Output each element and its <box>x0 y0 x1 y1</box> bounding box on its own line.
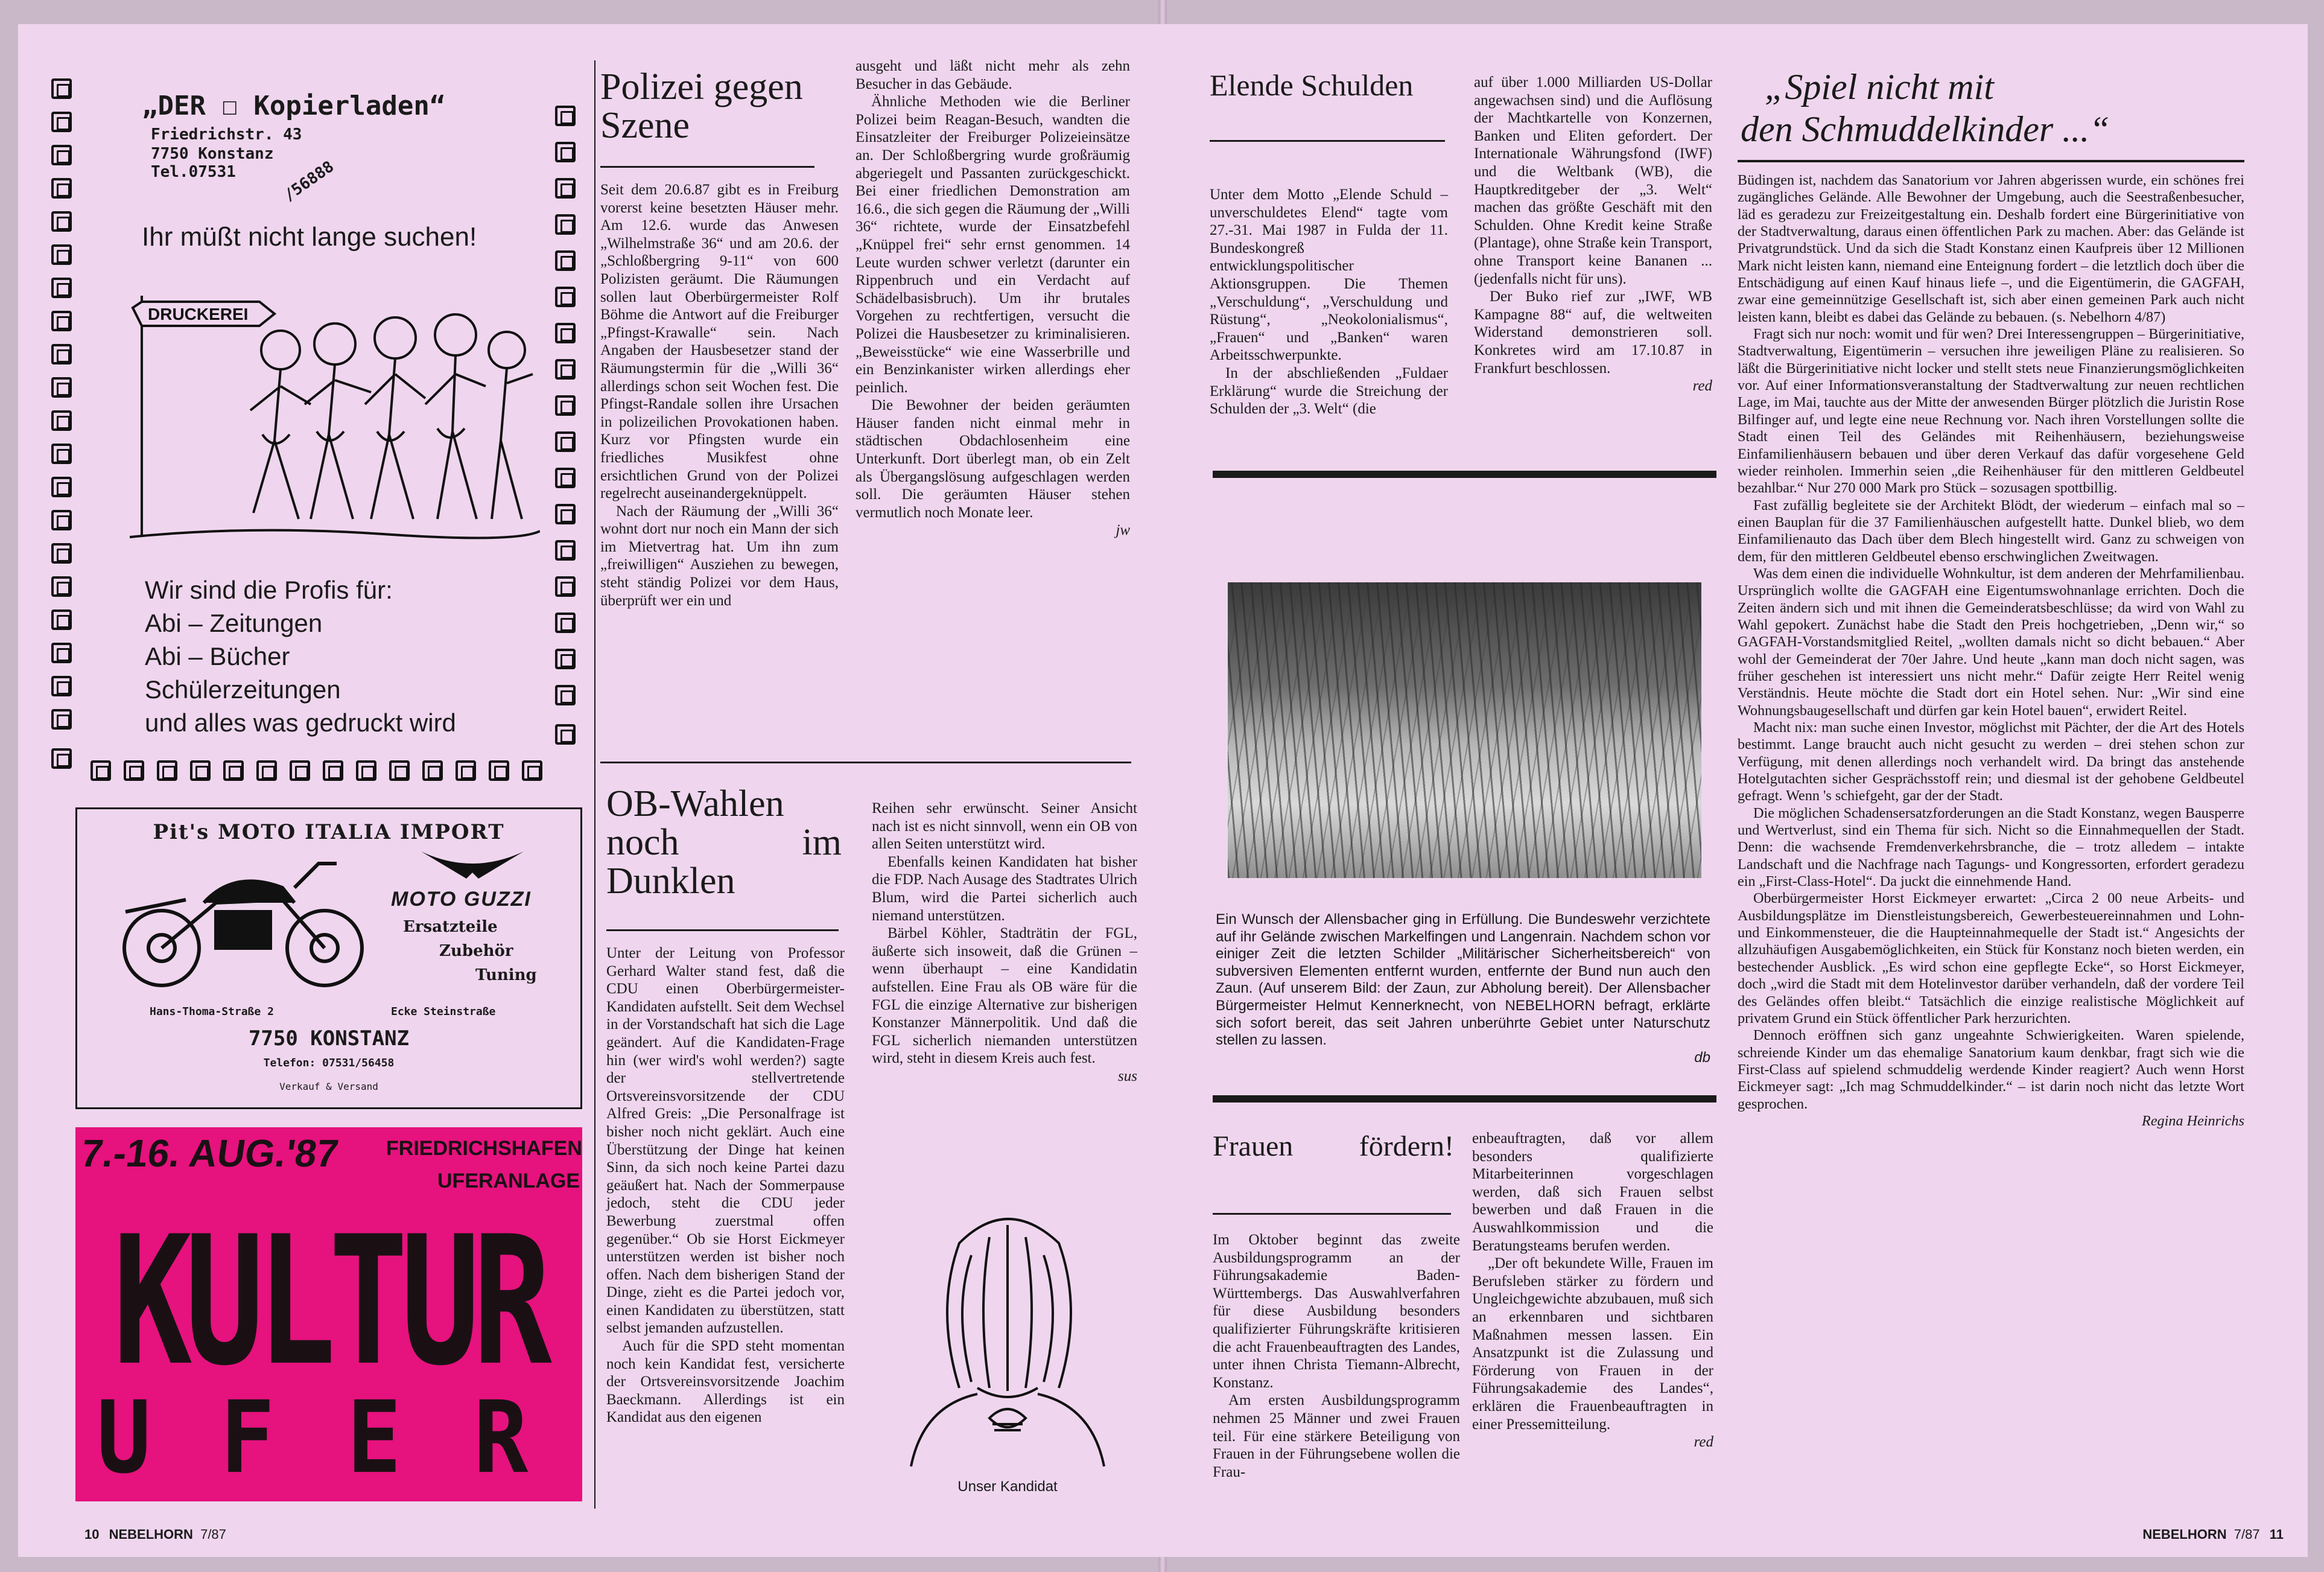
moto-phone: Telefon: 07531/56458 <box>263 1057 395 1069</box>
paragraph: auf über 1.000 Milliarden US-Dollar angewachsen sind) und die Auflösung der Machtkartelle von Konzernen, Banken und Eliten gefordert. Der Internationale Währungsfond (IWF) und die Weltbank (WB), die Hauptkreditgeber der „3. Welt“ machen das größte Geschäft mit den Schulden. Ohne Kredit keine Straße (Plantage), ohne Straße kein Transport, ohne Transport keine Bananen ... (jedenfalls nicht für uns). <box>1474 74 1712 287</box>
ufer-letter: R <box>474 1380 529 1496</box>
paragraph: In der abschließenden „Fuldaer Erklärung“ wurde die Streichung der Schulden der „3. Welt“ (die <box>1210 364 1448 418</box>
magazine-name: NEBELHORN <box>109 1527 193 1542</box>
kultur-word: KULTUR <box>113 1198 545 1405</box>
profis-line: Schülerzeitungen <box>145 675 341 704</box>
article-ob-col1 <box>606 944 845 1427</box>
profis-line: Wir sind die Profis für: <box>145 576 393 604</box>
kopierladen-city: 7750 Konstanz <box>151 145 274 163</box>
candidate-caption: Unser Kandidat <box>957 1478 1058 1495</box>
moto-service: Ersatzteile <box>403 918 498 936</box>
paragraph: Seit dem 20.6.87 gibt es in Freiburg vorerst keine besetzten Häuser mehr. Am 12.6. wurde das Anwesen „Wilhelmstraße 36“ und am 20.6. der „Schloßbergring 9-11“ von 600 Polizisten geräumt. Die Räumungen sollen laut Oberbürgermeister Rolf Böhme die Antwort auf die Freiburger „Pfingst-Krawalle“ sein. Nach Angaben der Hausbesetzer stand der Räumungstermin für die „Willi 36“ allerdings schon seit Wochen fest. Die Pfingst-Randale sollen ihre Ursachen in polizeilichen Provokationen haben. Kurz vor Pfingsten wurde ein friedliches Musikfest ohne ersichtlichen Grund von der Polizei regelrecht auseinandergeknüppelt. <box>600 182 839 502</box>
magazine-name: NEBELHORN <box>2142 1527 2227 1542</box>
caption-text: Ein Wunsch der Allensbacher ging in Erfüllung. Die Bundeswehr verzichtete auf ihr Gelände zwischen Markelfingen und Langenrain. Nachdem schon vor einiger Zeit die letzten Schilder „Militärischer Sicherheitsbereich“ von subversiven Elementen entfernt wurden, entfernte der Bund nun auch den Zaun. (Auf unserem Bild: der Zaun, zur Abholung bereit). Der Allensbacher Bürgermeister Helmut Kennerknecht, von NEBELHORN befragt, erklärte sich sofort bereit, das seit Jahren unberührte Gebiet unter Naturschutz stellen zu lassen. <box>1216 911 1710 1049</box>
author-sig: red <box>1694 1434 1713 1451</box>
page-number: 11 <box>2269 1527 2284 1542</box>
kopierladen-name: „DER ☐ Kopierladen“ <box>142 91 446 121</box>
left-page <box>18 24 1164 1557</box>
moto-service: Zubehör <box>439 942 513 960</box>
column-rule <box>594 60 595 1509</box>
author-sig: red <box>1692 378 1712 395</box>
moto-guzzi-eagle-icon <box>421 845 524 882</box>
paragraph: Der Buko rief zur „IWF, WB Kampagne 88“ auf, die weltweiten Widerstand demonstrieren soll. Konkretes wird am 17.10.87 in Frankfurt beschlossen. <box>1474 288 1712 377</box>
paragraph: Was dem einen die individuelle Wohnkultur, ist dem anderen der Mehrfamilienbau. Ursprünglich wollte die GAGFAH eine Eigentumswohnanlage errichten. Doch die Zeiten ändern sich und mit ihnen die Gemeinderatsbeschlüsse; da wird von Wahl zu Wahl gepokert. Zunächst habe die Stadt den Preis hochgetrieben, „Denn wir,“ so GAGFAH-Vorstandsmitglied Reitel, „wollten damals nicht so dicht bebauen.“ Aber wohl der Gemeinderat der 70er Jahre. Und heute „kann man doch nicht sagen, was früher geschehen ist interessiert uns nicht mehr.“ Dafür zeigte Herr Reitel wenig Verständnis. Heute möchte die Stadt dort ein Hotel sehen. Nur: „Wir sind eine Wohnungsbaugesellschaft und dürfen gar kein Hotel bauen“, erwidert Reitel. <box>1738 565 2244 719</box>
profis-line: Abi – Zeitungen <box>145 609 323 637</box>
paragraph: Auch für die SPD steht momentan noch kein Kandidat fest, versicherte der Ortsvereinsvorsitzende Joachim Baeckmann. Allerdings ist ein Kandidat aus den eigenen <box>606 1338 845 1426</box>
ad-kopierladen <box>51 60 582 784</box>
kopierladen-tel: Tel.07531 <box>151 163 236 181</box>
author-name: Regina Heinrichs <box>2142 1112 2244 1129</box>
moto-brand: MOTO GUZZI <box>391 888 532 911</box>
kopierladen-slogan: Ihr müßt nicht lange suchen! <box>142 222 477 252</box>
moto-address-right: Ecke Steinstraße <box>391 1005 496 1018</box>
paragraph: Am ersten Ausbildungsprogramm nehmen 25 Männer und zwei Frauen teil. Für eine stärkere Beteiligung von Frauen in der Führungsebene wollen die Frau- <box>1213 1392 1460 1480</box>
section-bar <box>1213 471 1716 478</box>
moto-address-left: Hans-Thoma-Straße 2 <box>150 1005 274 1018</box>
headline-spiel-1: „Spiel nicht mit <box>1765 67 1994 107</box>
headline-rule <box>600 166 814 168</box>
paragraph: „Der oft bekundete Wille, Frauen im Berufsleben stärker zu fördern und Ungleichgewichte abzubauen, muß sich an erkennbaren und sichtbaren Maßnahmen messen lassen. Ein Ansatzpunkt ist die Zulassung und Förderung von Frauen in der Führungsakademie des Landes“, erklären die Frauenbeauftragten in einer Pressemitteilung. <box>1472 1255 1713 1433</box>
ad-kulturufer <box>75 1127 582 1501</box>
paragraph: Oberbürgermeister Horst Eickmeyer erwartet: „Circa 2 00 neue Arbeits- und Ausbildungsplätze im Dienstleistungsbereich, Gewerbesteuereinnahmen und Lohn- und Einkommensteuer, die die Haupteinnahmequelle der Stadt ist.“ Angesichts der allzuhäufigen Ausgabemöglichkeiten, ein Stück für Konstanz noch bieten werden, ein bestechender Ausblick. „Es wird schon eine gepflegte Ecke“, so Horst Eickmeyer, doch „wird die Stadt mit dem Hotelinvestor darüber verhandeln, daß der vordere Teil des Geländes offen bleibt.“ Tatsächlich die einzige realistische Möglichkeit auf privatem Grund ein Stück öffentlicher Park herzurichten. <box>1738 890 2244 1026</box>
headline-rule <box>1210 140 1445 142</box>
motorcycle-drawing <box>113 845 373 996</box>
article-ob-col2 <box>872 800 1137 1086</box>
kultur-dates: 7.-16. AUG.'87 <box>78 1131 341 1175</box>
paragraph: Bärbel Köhler, Stadträtin der FGL, äußerte sich insoweit, daß die Grünen – wenn überhaupt – eine Kandidatin aufstellen. Eine Frau als OB wäre für die FGL die einzige Alternative zur bisherigen Konstanzer Männerpolitik. Und daß die FGL sicherlich niemanden unterstützen wird, steht in diesem Kreis auch fest. <box>872 925 1137 1067</box>
headline-rule <box>606 929 839 931</box>
ufer-letter: F <box>220 1380 275 1496</box>
paragraph: Unter der Leitung von Professor Gerhard Walter stand fest, daß die CDU einen Oberbürgermeister-Kandidaten aufstellt. Seit dem Wechsel in der Vorstandschaft hat sich die Lage geändert. Auf die Kandidaten-Frage hin (wer wird's wohl werden?) sagte der stellvertretende Ortsvereinsvorsitzende der CDU Alfred Greis: „Die Personalfrage ist bisher noch nicht geklärt. Auch eine Überstützung der Dinge hat keinen Sinn, da sich noch keine Partei dazu geäußert hat. Nach der Sommerpause jedoch, steht die CDU jeder Bewerbung zuerstmal offen gegenüber.“ Ob sie Horst Eickmeyer unterstützen werden ist bisher noch offen. Nach dem bisherigen Stand der Dinge, zieht es die Partei jedoch vor, einen Kandidaten zu überstützen, statt selbst jemanden aufzustellen. <box>606 945 845 1337</box>
paragraph: Nach der Räumung der „Willi 36“ wohnt dort nur noch ein Mann der sich im Mietvertrag hat. Um ihn zum „freiwilligen“ Ausziehen zu bewegen, steht ständig Polizei vor dem Haus, überprüft wer ein und <box>600 503 839 609</box>
profis-line: Abi – Bücher <box>145 642 290 670</box>
issue-number: 7/87 <box>2234 1527 2260 1542</box>
headline-rule <box>1738 160 2244 162</box>
paragraph: Macht nix: man suche einen Investor, möglichst mit Pächter, der die Art des Hotels bestimmt. Lange braucht auch nicht gesucht zu werden – drei stehen schon zur Verfügung, mit denen allerdings noch verhandelt wird. Da bringt das anstehende Hotelgutachten sicher Gesprächsstoff rein; und diesmal ist der gehobene Geldbeutel gefragt. Wenn 's schiefgeht, gar der der Stadt. <box>1738 719 2244 804</box>
article-schulden-col1 <box>1210 186 1448 418</box>
paragraph: Ähnliche Methoden wie die Berliner Polizei beim Reagan-Besuch, wandten die Einsatzleiter der Freiburger Polizeieinsätze an. Der Schloßbergring wurde großräumig abgeriegelt und Passanten zurückgeschickt. Bei einer friedlichen Demonstration am 16.6., die sich gegen die Räumung der „Willi 36“ richtete, wurde der Einsatzbefehl „Knüppel frei“ sehr ernst genommen. 14 Leute wurden schwer verletzt (darunter ein Rippenbruch und ein Verdacht auf Schädelbasisbruch). Um ihr brutales Vorgehen zu rechtfertigen, versucht die Polizei die Hausbesetzer zu kriminalisieren. „Beweisstücke“ wie eine Wasserbrille und ein Benzinkanister wirken allerdings eher peinlich. <box>856 94 1130 396</box>
headline-frauen: Frauen fördern! <box>1213 1130 1454 1162</box>
kultur-place: FRIEDRICHSHAFEN <box>386 1137 582 1160</box>
article-spiel-body <box>1738 172 2244 1130</box>
forest-photo <box>1228 582 1701 878</box>
paragraph: Unter dem Motto „Elende Schuld – unverschuldetes Elend“ tagte vom 27.-31. Mai 1987 in Fulda der 11. Bundeskongreß entwicklungspolitischer Aktionsgruppen. Die Themen „Verschuldung“, „Verschuldung und Rüstung“, „Neokolonialismus“, „Frauen“ und „Banken“ waren Arbeitsschwerpunkte. <box>1210 186 1448 364</box>
photo-caption <box>1216 911 1710 1066</box>
ad-moto-italia <box>75 807 582 1109</box>
moto-title: Pit's MOTO ITALIA IMPORT <box>153 820 505 844</box>
headline-ob: OB-Wahlen noch im Dunklen <box>606 783 842 902</box>
article-frauen-col2 <box>1472 1130 1713 1451</box>
moto-city: 7750 KONSTANZ <box>248 1026 410 1051</box>
candidate-drawing <box>887 1189 1128 1472</box>
paragraph: Dennoch eröffnen sich ganz ungeahnte Schwierigkeiten. Waren spielende, schreiende Kinder um das ehemalige Sanatorium kaum denkbar, fragt sich wie die First-Class auf spielend schmuddelig werdende Kinder reagiert? Auch wenn Horst Eickmeyer sagt: „Ich mag Schmuddelkinder.“ – ist darin noch nicht das letzte Wort gesprochen. <box>1738 1027 2244 1112</box>
kids-cartoon-drawing <box>130 284 540 543</box>
issue-number: 7/87 <box>200 1527 226 1542</box>
page-footer-left <box>84 1527 226 1542</box>
paragraph: Die möglichen Schadensersatzforderungen an die Stadt Konstanz, wegen Bausperre und Wertverlust, sind ein Thema für sich. Nicht so die Einnahmequellen der Stadt. Denn: die wachsende Fremdenverkehrsbranche, die – trotz alledem – intakte Landschaft und die Nachfrage nach Tagungs- und Kongressorten, erfordert geradezu ein „First-Class-Hotel“. Da juckt die einnehmende Hand. <box>1738 804 2244 890</box>
druckerei-sign: DRUCKEREI <box>148 305 249 323</box>
page-number: 10 <box>84 1527 100 1542</box>
kopierladen-tel-ext: /56888 <box>281 158 338 205</box>
paragraph: Ebenfalls keinen Kandidaten hat bisher die FDP. Nach Ausage des Stadtrates Ulrich Blum, wird die Partei sicherlich auch niemand unterstützen. <box>872 853 1137 924</box>
article-polizei-col2 <box>856 57 1130 539</box>
paragraph: Reihen sehr erwünscht. Seiner Ansicht nach ist es nicht sinnvoll, wenn ein OB von allen Seiten unterstützt wird. <box>872 800 1137 853</box>
author-sig: sus <box>1118 1068 1137 1084</box>
paragraph: Die Bewohner der beiden geräumten Häuser fanden nicht einmal mehr in städtischen Obdachlosenheim eine Unterkunft. Dort überlegt man, ob ein Zelt als Übergangslösung aufgeschlagen werden soll. Die geräumten Häuser stehen vermutlich noch Monate leer. <box>856 397 1130 521</box>
kultur-venue: UFERANLAGE <box>437 1169 580 1192</box>
moto-service: Tuning <box>475 966 537 984</box>
photo-sig: db <box>1694 1049 1710 1066</box>
ufer-letter: U <box>97 1380 151 1496</box>
kopierladen-street: Friedrichstr. 43 <box>151 126 302 144</box>
paragraph: ausgeht und läßt nicht mehr als zehn Besucher in das Gebäude. <box>856 58 1130 92</box>
section-rule <box>600 762 1131 763</box>
article-frauen-col1 <box>1213 1231 1460 1481</box>
paragraph: Fragt sich nur noch: womit und für wen? Drei Interessengruppen – Bürgerinitiative, Stadtverwaltung, Eigentümerin – versuchen ihre jeweiligen Pläne zu realisieren. So läßt die Bürgerinitiative nicht locker und stellt stets neue Finanzierungsmöglichkeiten vor. Auf einer Informationsveranstaltung der Stadtverwaltung zur neuen rechtlichen Lage, im Mai, tauchte aus der Mitte der anwesenden Bürger plötzlich die Juristin Rose Bilfinger auf, und legte eine neue Rechnung vor. Nach ihren Vorstellungen sollte die Stadt einen Teil des Geländes mit Reihenhäusern, beziehungsweise Einfamilienhäusern bebauen und über deren Verkauf das dafür vorgesehene Geld wieder reinholen. Immerhin seien „die Reihenhäuser für den mittleren Geldbeutel bezahlbar.“ Nur 270 000 Mark pro Stück – sozusagen spottbillig. <box>1738 326 2244 497</box>
profis-line: und alles was gedruckt wird <box>145 708 456 737</box>
section-bar <box>1213 1095 1716 1103</box>
headline-schulden: Elende Schulden <box>1210 68 1414 102</box>
right-page <box>1161 24 2308 1557</box>
headline-rule <box>1213 1213 1451 1215</box>
paragraph: Fast zufällig begleitete sie der Architekt Blödt, der wiederum – einfach mal so – einen Bauplan für die 37 Familienhäuschen aufgestellt hatte. Dunkel blieb, wo dem Einfamilienauto das Dach über dem Blech hingestellt wird. Ganz zu schweigen von dem, für den mittleren Geldbeutel ebenso erschwinglichen Zweitwagen. <box>1738 497 2244 565</box>
article-polizei-col1 <box>600 181 839 609</box>
paragraph: Büdingen ist, nachdem das Sanatorium vor Jahren abgerissen wurde, ein schönes frei zugängliches Gelände. Alle Bewohner der Umgebung, auch die Seestraßenbesucher, läd es geradezu zur Freizeitgestaltung ein. Deshalb fordert eine Bürgerinitiative von der Stadtverwaltung, daraus einen öffentlichen Park zu machen. Aber: das Gelände ist Privatgrundstück. Und da sich die Stadt Konstanz einen Kaufpreis über 12 Millionen Mark nicht leisten kann, niemand eine Enteignung fordert – die letztlich doch über die Entschädigung auf einen Kauf hinaus liefe –, und die Eigentümerin, die GAGFAH, zwar eine gemeinnützige Gesellschaft ist, sich aber einen gemeinen Park auch nicht leisten kann, bleibt es dabei das Gelände zu bebauen. (s. Nebelhorn 4/87) <box>1738 172 2244 325</box>
author-sig: jw <box>1116 522 1130 539</box>
profis-list <box>145 573 456 739</box>
paragraph: enbeauftragten, daß vor allem besonders qualifizierte Mitarbeiterinnen vorgeschlagen werden, daß sich Frauen selbst bewerben und daß Frauen in die Auswahlkommission und die Beratungsteams berufen werden. <box>1472 1130 1713 1254</box>
headline-polizei: Polizei gegen Szene <box>600 66 803 146</box>
moto-sale: Verkauf & Versand <box>279 1081 378 1092</box>
paragraph: Im Oktober beginnt das zweite Ausbildungsprogramm an der Führungsakademie Baden-Württembergs. Das Auswahlverfahren für diese Ausbildung besonders qualifizierter Führungskräfte kritisieren die acht Frauenbeauftragten des Landes, unter ihnen Christa Tiemann-Albrecht, Konstanz. <box>1213 1232 1460 1391</box>
ufer-letter: E <box>347 1380 402 1496</box>
page-footer-right <box>2142 1527 2284 1542</box>
article-schulden-col2 <box>1474 74 1712 395</box>
headline-spiel-2: den Schmuddelkinder ...“ <box>1741 109 2110 149</box>
